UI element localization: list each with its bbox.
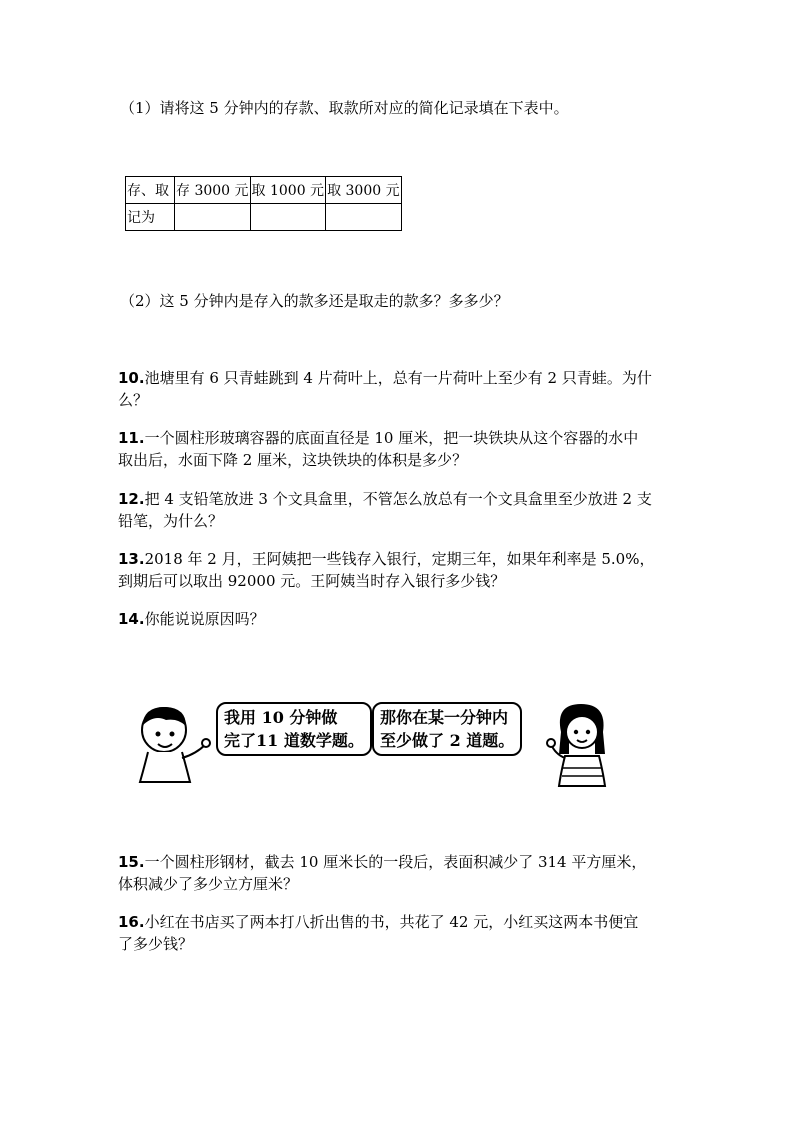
question-text: 2018 年 2 月，王阿姨把一些钱存入银行，定期三年，如果年利率是 5.0%，: [144, 550, 655, 568]
boy-illustration: [126, 698, 216, 788]
question-number: 15.: [118, 853, 145, 871]
table-cell: 取 3000 元: [326, 177, 402, 204]
table-cell-empty: [326, 204, 402, 231]
question-12: [118, 488, 652, 510]
table-cell: 取 1000 元: [250, 177, 326, 204]
question-15-cont: 体积减少了多少立方厘米？: [118, 875, 299, 893]
table-cell-empty: [175, 204, 251, 231]
speech-line: 我用 10 分钟做: [224, 708, 338, 727]
question-13-cont: 到期后可以取出 92000 元。王阿姨当时存入银行多少钱？: [118, 572, 506, 590]
table-cell: 记为: [126, 204, 175, 231]
speech-line: 至少做了 2 道题。: [380, 731, 515, 750]
table-row: [126, 177, 402, 204]
question-text: 一个圆柱形玻璃容器的底面直径是 10 厘米，把一块铁块从这个容器的水中: [144, 429, 639, 447]
question-text: 小红在书店买了两本打八折出售的书，共花了 42 元，小红买这两本书便宜: [144, 913, 639, 931]
question-11: [118, 427, 638, 449]
question-text: 池塘里有 6 只青蛙跳到 4 片荷叶上，总有一片荷叶上至少有 2 只青蛙。为什: [144, 369, 652, 387]
question-number: 10.: [118, 369, 145, 387]
speech-line: 那你在某一分钟内: [380, 708, 509, 727]
question-16-cont: 了多少钱？: [118, 935, 194, 953]
question-text: 你能说说原因吗？: [144, 610, 265, 628]
boy-speech-bubble: [216, 702, 372, 756]
question-14: [118, 608, 265, 630]
table-row: [126, 204, 402, 231]
question-15: [118, 851, 646, 873]
table-cell: 存 3000 元: [175, 177, 251, 204]
deposit-table: [125, 176, 402, 231]
girl-illustration: [543, 698, 623, 790]
question-number: 11.: [118, 429, 145, 447]
part2-prompt: （2）这 5 分钟内是存入的款多还是取走的款多？多多少？: [120, 292, 509, 310]
question-number: 13.: [118, 550, 145, 568]
girl-speech-bubble: [372, 702, 522, 756]
table-cell: 存、取: [126, 177, 175, 204]
table-cell-empty: [250, 204, 326, 231]
question-10-cont: 么？: [118, 391, 149, 409]
question-12-cont: 铅笔，为什么？: [118, 512, 224, 530]
question-11-cont: 取出后，水面下降 2 厘米，这块铁块的体积是多少？: [118, 451, 468, 469]
question-text: 一个圆柱形钢材，截去 10 厘米长的一段后，表面积减少了 314 平方厘米，: [144, 853, 647, 871]
question-number: 14.: [118, 610, 145, 628]
question-number: 12.: [118, 490, 145, 508]
question-16: [118, 911, 638, 933]
question-text: 把 4 支铅笔放进 3 个文具盒里，不管怎么放总有一个文具盒里至少放进 2 支: [144, 490, 652, 508]
question-13: [118, 548, 654, 570]
question-number: 16.: [118, 913, 145, 931]
part1-prompt: （1）请将这 5 分钟内的存款、取款所对应的简化记录填在下表中。: [120, 99, 569, 117]
speech-line: 完了11 道数学题。: [224, 731, 364, 750]
question-10: [118, 367, 652, 389]
